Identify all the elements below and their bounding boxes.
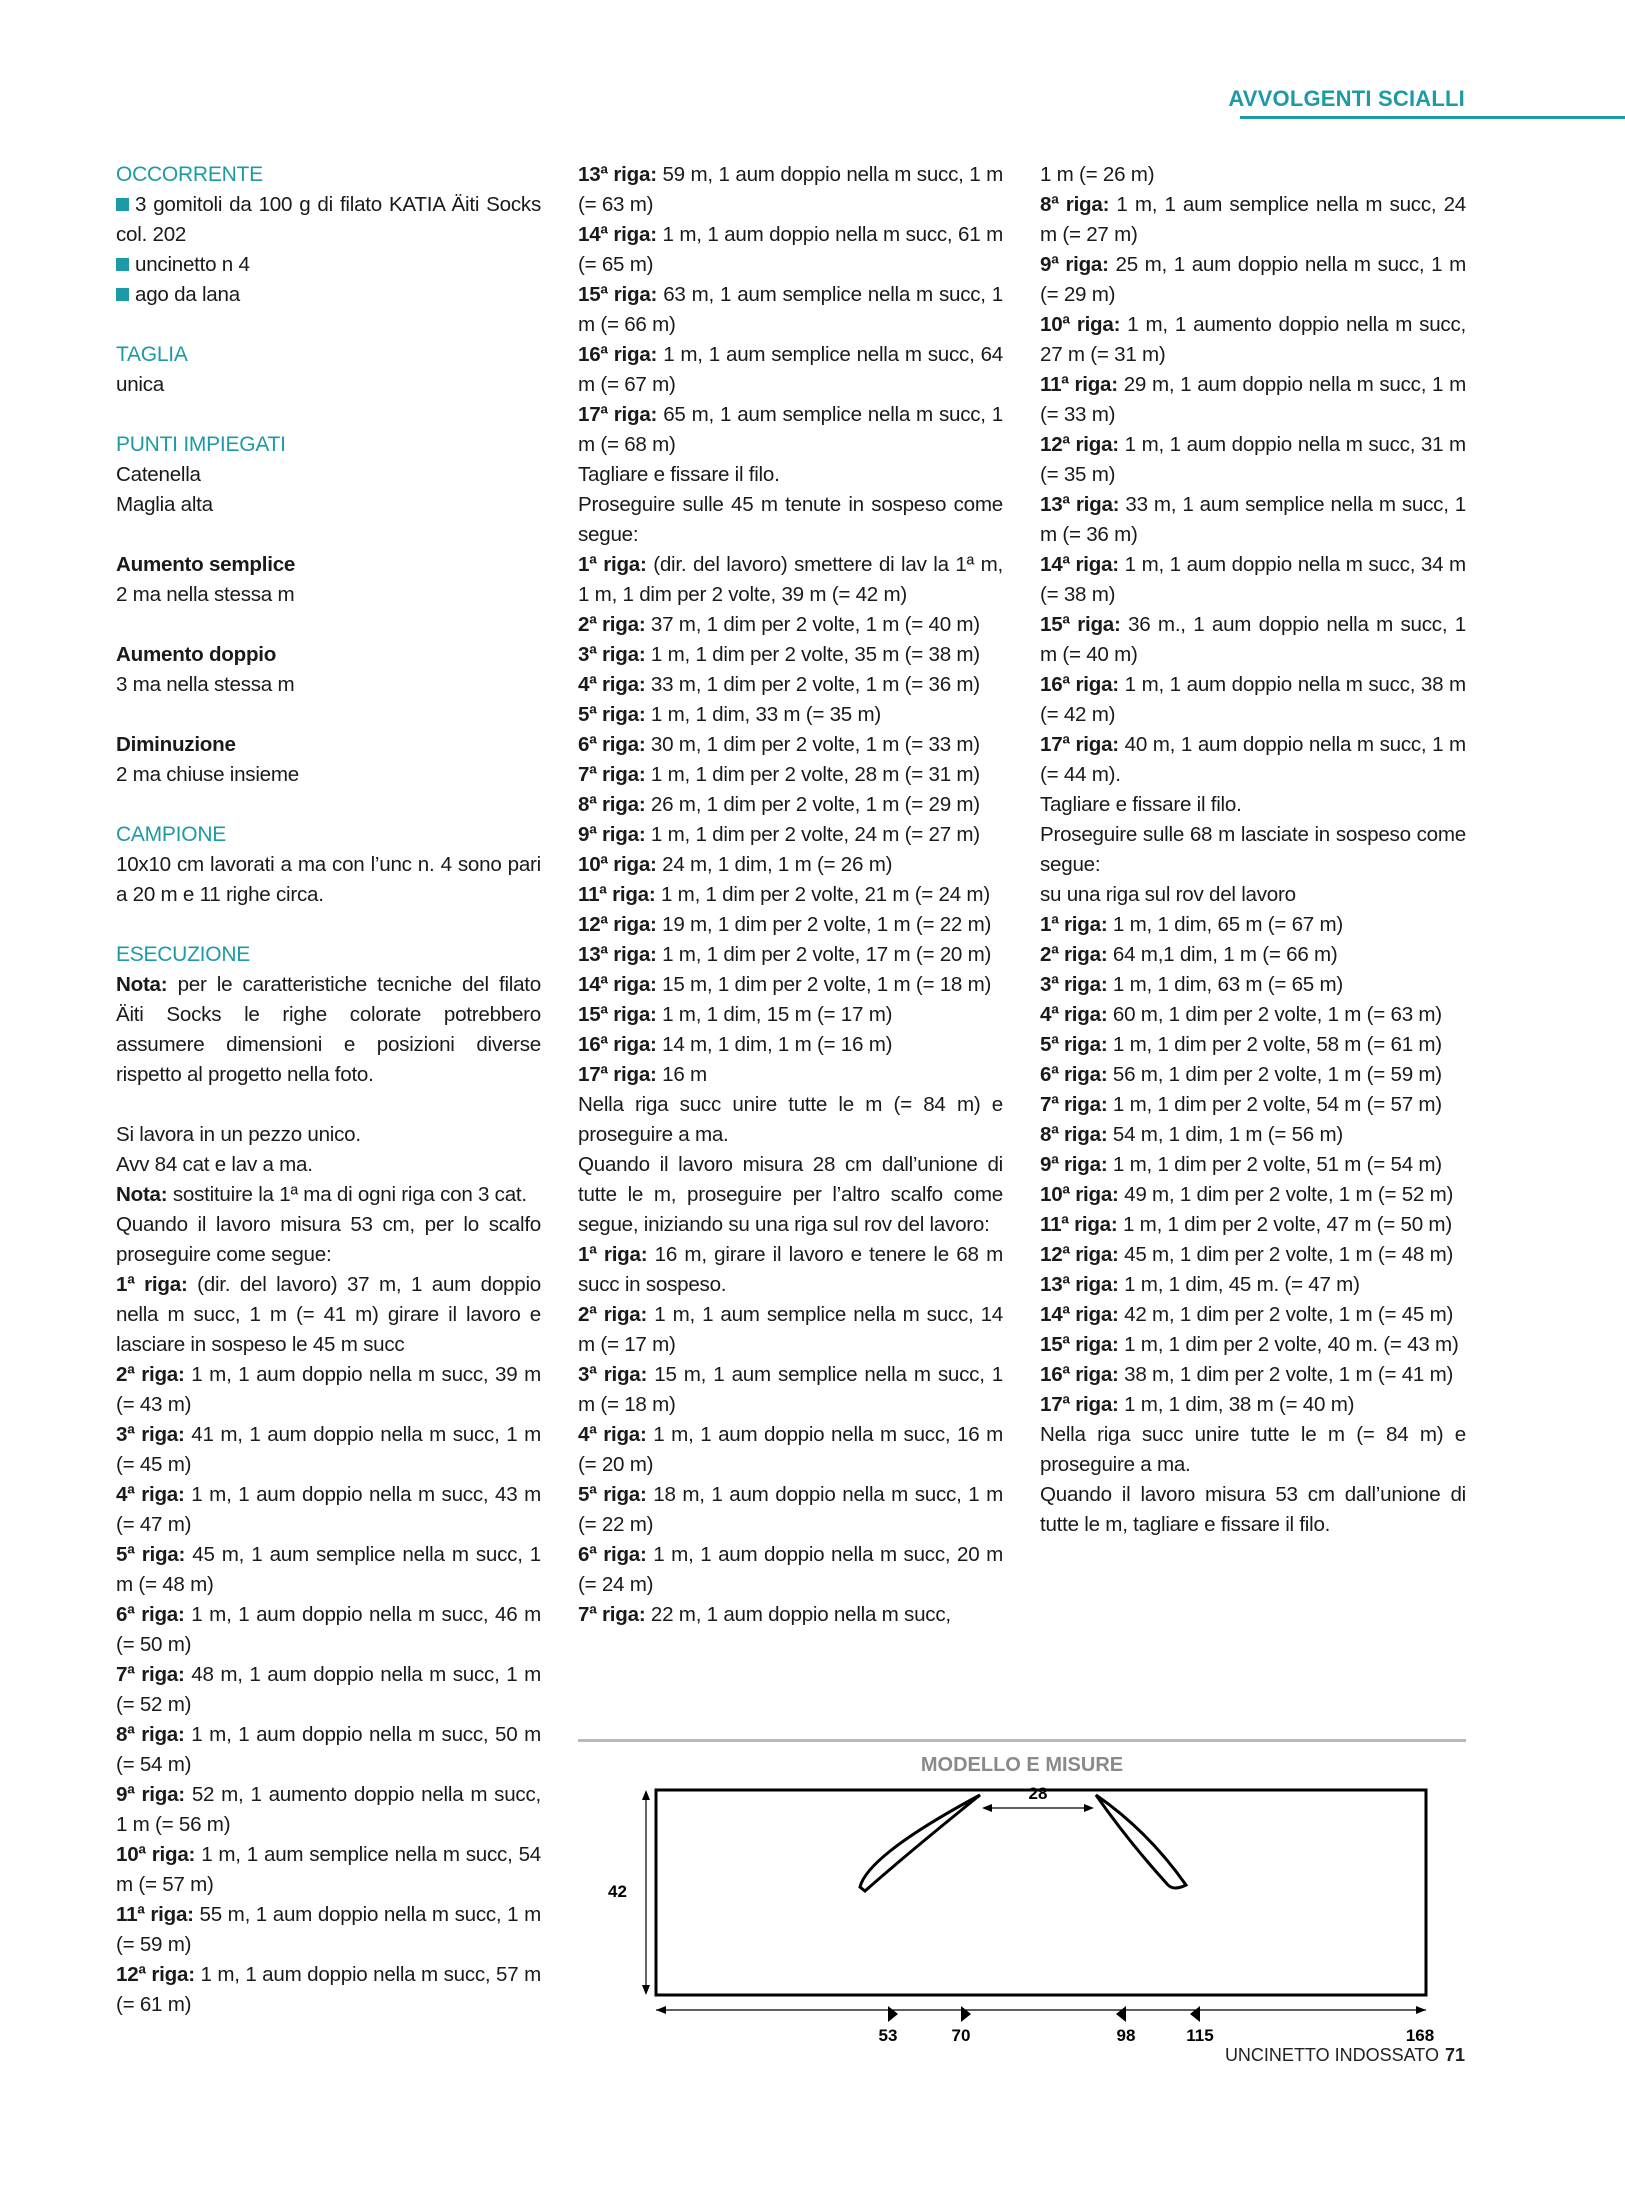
row-label: 15ª riga: xyxy=(578,1003,657,1026)
row-text: 24 m, 1 dim, 1 m (= 26 m) xyxy=(662,853,893,876)
row-text: 63 m, 1 aum semplice nella m succ, 1 m (= 66 m) xyxy=(578,283,1003,336)
armhole-right-shape xyxy=(1096,1795,1186,1888)
row-text: 1 m, 1 aum doppio nella m succ, 61 m (= 65 m) xyxy=(578,223,1003,276)
row-text: 1 m, 1 aum doppio nella m succ, 46 m (= 50 m) xyxy=(116,1603,541,1656)
row-label: 13ª riga: xyxy=(1040,1273,1119,1296)
row-list xyxy=(578,550,1003,1090)
instruction-row xyxy=(1040,490,1466,550)
row-label: 2ª riga: xyxy=(578,613,646,636)
row-text: 41 m, 1 aum doppio nella m succ, 1 m (= 45 m) xyxy=(116,1423,541,1476)
instruction-row xyxy=(578,1540,1003,1600)
row-list xyxy=(116,1270,541,2020)
stitch-desc: 2 ma chiuse insieme xyxy=(116,763,299,786)
bullet-square-icon xyxy=(116,258,129,271)
row-label: 3ª riga: xyxy=(578,1363,648,1386)
mark-label: 168 xyxy=(1405,2026,1435,2045)
mark-115-arrow-icon xyxy=(1190,2006,1200,2022)
row-text: 45 m, 1 aum semplice nella m succ, 1 m (= 48 m) xyxy=(116,1543,541,1596)
row-label: 9ª riga: xyxy=(1040,1153,1108,1176)
row-text: 1 m, 1 aum doppio nella m succ, 34 m (= 38 m) xyxy=(1040,553,1466,606)
paragraph: Quando il lavoro misura 53 cm dall’unione di tutte le m, tagliare e fissare il filo. xyxy=(1040,1483,1466,1536)
paragraph: Avv 84 cat e lav a ma. xyxy=(116,1153,313,1176)
row-label: 14ª riga: xyxy=(1040,553,1119,576)
instruction-row xyxy=(578,1300,1003,1360)
column-3 xyxy=(1040,160,1466,1540)
row-list xyxy=(1040,190,1466,790)
instruction-row xyxy=(116,1270,541,1360)
row-text: 1 m, 1 aum semplice nella m succ, 64 m (= 67 m) xyxy=(578,343,1003,396)
row-text: 1 m, 1 aum semplice nella m succ, 24 m (= 27 m) xyxy=(1040,193,1466,246)
shawl-outline xyxy=(656,1790,1426,1995)
instruction-row xyxy=(1040,970,1466,1000)
instruction-row xyxy=(578,280,1003,340)
row-text: 16 m, girare il lavoro e tenere le 68 m succ in sospeso. xyxy=(578,1243,1003,1296)
row-label: 8ª riga: xyxy=(1040,193,1110,216)
paragraph: 1 m (= 26 m) xyxy=(1040,163,1155,186)
instruction-row xyxy=(578,340,1003,400)
row-text: 33 m, 1 aum semplice nella m succ, 1 m (= 36 m) xyxy=(1040,493,1466,546)
row-label: 7ª riga: xyxy=(578,763,646,786)
row-text: 1 m, 1 aum doppio nella m succ, 50 m (= 54 m) xyxy=(116,1723,541,1776)
row-label: 17ª riga: xyxy=(578,403,658,426)
row-text: 38 m, 1 dim per 2 volte, 1 m (= 41 m) xyxy=(1124,1363,1454,1386)
section-title: AVVOLGENTI SCIALLI xyxy=(1228,86,1465,111)
row-label: 7ª riga: xyxy=(116,1663,185,1686)
instruction-row xyxy=(578,970,1003,1000)
instruction-row xyxy=(116,1660,541,1720)
row-label: 5ª riga: xyxy=(116,1543,186,1566)
row-text: 22 m, 1 aum doppio nella m succ, xyxy=(650,1603,951,1626)
row-label: 16ª riga: xyxy=(1040,673,1119,696)
row-text: 25 m, 1 aum doppio nella m succ, 1 m (= 29 m) xyxy=(1040,253,1466,306)
paragraph: su una riga sul rov del lavoro xyxy=(1040,883,1296,906)
schema-diagram xyxy=(578,1735,1466,2045)
instruction-row xyxy=(1040,1150,1466,1180)
mark-53-arrow-icon xyxy=(888,2006,898,2022)
instruction-row xyxy=(1040,730,1466,790)
row-label: 6ª riga: xyxy=(116,1603,185,1626)
row-label: 15ª riga: xyxy=(1040,613,1121,636)
row-text: 1 m, 1 aum doppio nella m succ, 57 m (= 61 m) xyxy=(116,1963,541,2016)
row-list xyxy=(578,160,1003,460)
stitch-title: Diminuzione xyxy=(116,733,236,756)
row-label: 8ª riga: xyxy=(116,1723,185,1746)
row-text: 60 m, 1 dim per 2 volte, 1 m (= 63 m) xyxy=(1112,1003,1442,1026)
instruction-row xyxy=(1040,1330,1466,1360)
row-text: 36 m., 1 aum doppio nella m succ, 1 m (= 40 m) xyxy=(1040,613,1466,666)
row-text: 1 m, 1 dim, 45 m. (= 47 m) xyxy=(1124,1273,1360,1296)
instruction-row xyxy=(1040,1240,1466,1270)
arrow-left-icon xyxy=(656,2006,666,2014)
row-text: 54 m, 1 dim, 1 m (= 56 m) xyxy=(1112,1123,1343,1146)
row-text: (dir. del lavoro) 37 m, 1 aum doppio nella m succ, 1 m (= 41 m) girare il lavoro e lasciare in sospeso le 45 m succ xyxy=(116,1273,541,1356)
row-label: 7ª riga: xyxy=(1040,1093,1108,1116)
row-text: 56 m, 1 dim per 2 volte, 1 m (= 59 m) xyxy=(1112,1063,1442,1086)
heading-occorrente: OCCORRENTE xyxy=(116,163,263,186)
instruction-row xyxy=(1040,1060,1466,1090)
row-label: 3ª riga: xyxy=(1040,973,1108,996)
row-label: 6ª riga: xyxy=(578,1543,647,1566)
instruction-row xyxy=(1040,1360,1466,1390)
taglia-value: unica xyxy=(116,373,164,396)
row-list xyxy=(578,1240,1003,1630)
row-text: 16 m xyxy=(662,1063,707,1086)
row-label: 5ª riga: xyxy=(578,703,646,726)
instruction-row xyxy=(1040,1300,1466,1330)
row-label: 17ª riga: xyxy=(1040,1393,1119,1416)
row-text: 14 m, 1 dim, 1 m (= 16 m) xyxy=(662,1033,893,1056)
paragraph: Quando il lavoro misura 28 cm dall’unione di tutte le m, proseguire per l’altro scalfo come segue, iniziando su una riga sul rov del lavoro: xyxy=(578,1153,1003,1236)
row-text: 64 m,1 dim, 1 m (= 66 m) xyxy=(1112,943,1338,966)
row-text: 48 m, 1 aum doppio nella m succ, 1 m (= 52 m) xyxy=(116,1663,541,1716)
arrow-left-icon xyxy=(982,1804,992,1812)
row-label: 4ª riga: xyxy=(578,1423,647,1446)
stitch-desc: 3 ma nella stessa m xyxy=(116,673,295,696)
instruction-row xyxy=(116,1720,541,1780)
instruction-row xyxy=(1040,190,1466,250)
row-text: 1 m, 1 aum semplice nella m succ, 14 m (= 17 m) xyxy=(578,1303,1003,1356)
diagram-title: MODELLO E MISURE xyxy=(920,1754,1124,1776)
row-text: 1 m, 1 aum doppio nella m succ, 20 m (= 24 m) xyxy=(578,1543,1003,1596)
mark-label: 98 xyxy=(1116,2026,1136,2045)
instruction-row xyxy=(1040,1180,1466,1210)
row-label: 15ª riga: xyxy=(578,283,658,306)
row-label: 16ª riga: xyxy=(1040,1363,1119,1386)
instruction-row xyxy=(578,880,1003,910)
magazine-name: UNCINETTO INDOSSATO xyxy=(1224,2045,1439,2065)
heading-campione: CAMPIONE xyxy=(116,823,227,846)
row-label: 9ª riga: xyxy=(116,1783,185,1806)
row-text: 1 m, 1 aum doppio nella m succ, 16 m (= 20 m) xyxy=(578,1423,1003,1476)
heading-esecuzione: ESECUZIONE xyxy=(116,943,251,966)
row-list xyxy=(1040,910,1466,1420)
instruction-row xyxy=(578,1480,1003,1540)
row-text: (dir. del lavoro) smettere di lav la 1ª m, 1 m, 1 dim per 2 volte, 39 m (= 42 m) xyxy=(578,553,1003,606)
row-label: 15ª riga: xyxy=(1040,1333,1119,1356)
row-text: 1 m, 1 dim per 2 volte, 28 m (= 31 m) xyxy=(650,763,980,786)
row-text: 37 m, 1 dim per 2 volte, 1 m (= 40 m) xyxy=(650,613,980,636)
row-label: 1ª riga: xyxy=(116,1273,188,1296)
mark-98-arrow-icon xyxy=(1116,2006,1126,2022)
arrow-right-icon xyxy=(1084,1804,1094,1812)
mark-70-arrow-icon xyxy=(961,2006,971,2022)
row-label: 10ª riga: xyxy=(116,1843,196,1866)
instruction-row xyxy=(1040,550,1466,610)
row-label: 2ª riga: xyxy=(116,1363,185,1386)
armhole-label: 28 xyxy=(1028,1784,1048,1803)
instruction-row xyxy=(116,1900,541,1960)
instruction-row xyxy=(578,1060,1003,1090)
row-label: 7ª riga: xyxy=(578,1603,646,1626)
stitch-title: Aumento doppio xyxy=(116,643,277,666)
row-text: 1 m, 1 dim, 33 m (= 35 m) xyxy=(650,703,881,726)
instruction-row xyxy=(578,550,1003,610)
instruction-row xyxy=(1040,610,1466,670)
instruction-row xyxy=(116,1780,541,1840)
row-label: 4ª riga: xyxy=(578,673,646,696)
instruction-row xyxy=(1040,940,1466,970)
material-item: 3 gomitoli da 100 g di filato KATIA Äiti Socks col. 202 xyxy=(116,193,541,246)
instruction-row xyxy=(1040,1090,1466,1120)
row-text: 45 m, 1 dim per 2 volte, 1 m (= 48 m) xyxy=(1124,1243,1454,1266)
mark-label: 70 xyxy=(951,2026,971,2045)
row-text: 19 m, 1 dim per 2 volte, 1 m (= 22 m) xyxy=(662,913,992,936)
instruction-row xyxy=(578,700,1003,730)
instruction-row xyxy=(578,760,1003,790)
paragraph: Tagliare e fissare il filo. xyxy=(578,463,780,486)
row-text: 18 m, 1 aum doppio nella m succ, 1 m (= 22 m) xyxy=(578,1483,1003,1536)
note-paragraph: Nota: per le caratteristiche tecniche del filato Äiti Socks le righe colorate potrebbero assumere dimensioni e posizioni diverse rispetto al progetto nella foto. xyxy=(116,973,541,1086)
paragraph: Proseguire sulle 68 m lasciate in sospeso come segue: xyxy=(1040,823,1466,876)
row-text: 1 m, 1 dim per 2 volte, 17 m (= 20 m) xyxy=(662,943,992,966)
row-label: 11ª riga: xyxy=(1040,373,1118,396)
row-text: 1 m, 1 dim, 38 m (= 40 m) xyxy=(1124,1393,1355,1416)
row-label: 1ª riga: xyxy=(578,1243,648,1266)
note-paragraph: Nota: sostituire la 1ª ma di ogni riga con 3 cat. xyxy=(116,1183,527,1206)
row-text: 1 m, 1 dim per 2 volte, 51 m (= 54 m) xyxy=(1112,1153,1442,1176)
page-number: 71 xyxy=(1444,2045,1465,2065)
instruction-row xyxy=(1040,910,1466,940)
row-label: 11ª riga: xyxy=(116,1903,194,1926)
instruction-row xyxy=(116,1840,541,1900)
row-text: 15 m, 1 dim per 2 volte, 1 m (= 18 m) xyxy=(662,973,992,996)
instruction-row xyxy=(578,1240,1003,1300)
row-text: 52 m, 1 aumento doppio nella m succ, 1 m (= 56 m) xyxy=(116,1783,541,1836)
row-label: 14ª riga: xyxy=(578,223,657,246)
instruction-row xyxy=(578,1000,1003,1030)
instruction-row xyxy=(1040,1000,1466,1030)
row-label: 17ª riga: xyxy=(1040,733,1119,756)
row-label: 10ª riga: xyxy=(578,853,657,876)
instruction-row xyxy=(116,1360,541,1420)
row-text: 1 m, 1 dim, 63 m (= 65 m) xyxy=(1112,973,1343,996)
instruction-row xyxy=(578,640,1003,670)
paragraph: Proseguire sulle 45 m tenute in sospeso come segue: xyxy=(578,493,1003,546)
paragraph: Tagliare e fissare il filo. xyxy=(1040,793,1242,816)
row-label: 8ª riga: xyxy=(578,793,646,816)
row-label: 16ª riga: xyxy=(578,1033,657,1056)
row-label: 6ª riga: xyxy=(578,733,646,756)
arrow-up-icon xyxy=(642,1790,650,1800)
row-label: 9ª riga: xyxy=(1040,253,1109,276)
instruction-row xyxy=(578,790,1003,820)
row-text: 1 m, 1 dim per 2 volte, 35 m (= 38 m) xyxy=(650,643,980,666)
row-label: 2ª riga: xyxy=(578,1303,648,1326)
row-label: 10ª riga: xyxy=(1040,1183,1119,1206)
stitch-item: Maglia alta xyxy=(116,493,213,516)
instruction-row xyxy=(1040,1120,1466,1150)
row-text: 1 m, 1 dim per 2 volte, 58 m (= 61 m) xyxy=(1112,1033,1442,1056)
material-item: uncinetto n 4 xyxy=(116,250,541,280)
row-label: 3ª riga: xyxy=(116,1423,185,1446)
row-label: 11ª riga: xyxy=(1040,1213,1118,1236)
row-text: 30 m, 1 dim per 2 volte, 1 m (= 33 m) xyxy=(650,733,980,756)
row-text: 1 m, 1 aum doppio nella m succ, 43 m (= 47 m) xyxy=(116,1483,541,1536)
row-text: 15 m, 1 aum semplice nella m succ, 1 m (= 18 m) xyxy=(578,1363,1003,1416)
instruction-row xyxy=(116,1600,541,1660)
row-text: 1 m, 1 dim per 2 volte, 21 m (= 24 m) xyxy=(660,883,990,906)
instruction-row xyxy=(578,910,1003,940)
mark-label: 115 xyxy=(1186,2026,1214,2045)
instruction-row xyxy=(1040,1030,1466,1060)
paragraph: Nella riga succ unire tutte le m (= 84 m) e proseguire a ma. xyxy=(578,1093,1003,1146)
stitch-desc: 2 ma nella stessa m xyxy=(116,583,295,606)
instruction-row xyxy=(578,400,1003,460)
height-label: 42 xyxy=(608,1882,627,1901)
row-label: 8ª riga: xyxy=(1040,1123,1108,1146)
paragraph: Quando il lavoro misura 53 cm, per lo scalfo proseguire come segue: xyxy=(116,1213,541,1266)
row-label: 12ª riga: xyxy=(578,913,657,936)
instruction-row xyxy=(578,940,1003,970)
row-text: 1 m, 1 aum semplice nella m succ, 54 m (= 57 m) xyxy=(116,1843,541,1896)
material-item: ago da lana xyxy=(116,280,541,310)
instruction-row xyxy=(1040,370,1466,430)
instruction-row xyxy=(578,1420,1003,1480)
arrow-right-icon xyxy=(1416,2006,1426,2014)
row-text: 1 m, 1 dim, 15 m (= 17 m) xyxy=(662,1003,893,1026)
stitch-title: Aumento semplice xyxy=(116,553,296,576)
row-label: 4ª riga: xyxy=(116,1483,185,1506)
campione-text: 10x10 cm lavorati a ma con l’unc n. 4 sono pari a 20 m e 11 righe circa. xyxy=(116,853,541,906)
row-label: 11ª riga: xyxy=(578,883,656,906)
instruction-row xyxy=(578,610,1003,640)
row-label: 12ª riga: xyxy=(1040,433,1119,456)
row-label: 1ª riga: xyxy=(1040,913,1108,936)
instruction-row xyxy=(578,1030,1003,1060)
row-text: 1 m, 1 dim per 2 volte, 40 m. (= 43 m) xyxy=(1124,1333,1459,1356)
instruction-row xyxy=(1040,250,1466,310)
instruction-row xyxy=(1040,1390,1466,1420)
instruction-row xyxy=(578,1600,1003,1630)
row-label: 12ª riga: xyxy=(1040,1243,1119,1266)
instruction-row xyxy=(1040,430,1466,490)
row-label: 17ª riga: xyxy=(578,1063,657,1086)
row-label: 13ª riga: xyxy=(578,163,657,186)
bullet-square-icon xyxy=(116,288,129,301)
arrow-down-icon xyxy=(642,1985,650,1995)
row-text: 42 m, 1 dim per 2 volte, 1 m (= 45 m) xyxy=(1124,1303,1454,1326)
row-label: 13ª riga: xyxy=(578,943,657,966)
instruction-row xyxy=(578,670,1003,700)
column-2 xyxy=(578,160,1003,1630)
row-text: 1 m, 1 dim per 2 volte, 24 m (= 27 m) xyxy=(650,823,980,846)
row-label: 4ª riga: xyxy=(1040,1003,1108,1026)
row-label: 13ª riga: xyxy=(1040,493,1120,516)
row-label: 5ª riga: xyxy=(1040,1033,1108,1056)
heading-taglia: TAGLIA xyxy=(116,343,188,366)
instruction-row xyxy=(116,1960,541,2020)
row-label: 14ª riga: xyxy=(578,973,657,996)
row-label: 12ª riga: xyxy=(116,1963,195,1986)
paragraph: Si lavora in un pezzo unico. xyxy=(116,1123,361,1146)
row-label: 2ª riga: xyxy=(1040,943,1108,966)
heading-punti: PUNTI IMPIEGATI xyxy=(116,433,286,456)
row-text: 33 m, 1 dim per 2 volte, 1 m (= 36 m) xyxy=(650,673,980,696)
row-text: 26 m, 1 dim per 2 volte, 1 m (= 29 m) xyxy=(650,793,980,816)
row-text: 59 m, 1 aum doppio nella m succ, 1 m (= 63 m) xyxy=(578,163,1003,216)
instruction-row xyxy=(1040,1210,1466,1240)
instruction-row xyxy=(116,1540,541,1600)
row-text: 1 m, 1 aumento doppio nella m succ, 27 m (= 31 m) xyxy=(1040,313,1466,366)
row-label: 3ª riga: xyxy=(578,643,646,666)
row-label: 10ª riga: xyxy=(1040,313,1121,336)
instruction-row xyxy=(578,850,1003,880)
row-label: 16ª riga: xyxy=(578,343,658,366)
armhole-left-shape xyxy=(860,1795,980,1891)
row-text: 1 m, 1 aum doppio nella m succ, 31 m (= 35 m) xyxy=(1040,433,1466,486)
row-text: 1 m, 1 aum doppio nella m succ, 39 m (= 43 m) xyxy=(116,1363,541,1416)
instruction-row xyxy=(1040,1270,1466,1300)
stitch-item: Catenella xyxy=(116,463,201,486)
row-text: 49 m, 1 dim per 2 volte, 1 m (= 52 m) xyxy=(1124,1183,1454,1206)
row-text: 40 m, 1 aum doppio nella m succ, 1 m (= 44 m). xyxy=(1040,733,1466,786)
instruction-row xyxy=(578,220,1003,280)
mark-label: 53 xyxy=(878,2026,898,2045)
instruction-row xyxy=(578,160,1003,220)
column-1 xyxy=(116,160,541,2020)
row-label: 5ª riga: xyxy=(578,1483,647,1506)
row-text: 1 m, 1 aum doppio nella m succ, 38 m (= 42 m) xyxy=(1040,673,1466,726)
row-label: 6ª riga: xyxy=(1040,1063,1108,1086)
header-rule xyxy=(1240,116,1625,119)
row-text: 29 m, 1 aum doppio nella m succ, 1 m (= 33 m) xyxy=(1040,373,1466,426)
instruction-row xyxy=(116,1480,541,1540)
instruction-row xyxy=(116,1420,541,1480)
paragraph: Nella riga succ unire tutte le m (= 84 m) e proseguire a ma. xyxy=(1040,1423,1466,1476)
instruction-row xyxy=(578,730,1003,760)
instruction-row xyxy=(578,820,1003,850)
row-label: 1ª riga: xyxy=(578,553,647,576)
row-text: 1 m, 1 dim per 2 volte, 47 m (= 50 m) xyxy=(1122,1213,1452,1236)
row-text: 65 m, 1 aum semplice nella m succ, 1 m (= 68 m) xyxy=(578,403,1003,456)
instruction-row xyxy=(1040,310,1466,370)
page-footer xyxy=(1225,2045,1465,2066)
instruction-row xyxy=(1040,670,1466,730)
row-label: 14ª riga: xyxy=(1040,1303,1119,1326)
bullet-square-icon xyxy=(116,198,129,211)
row-label: 9ª riga: xyxy=(578,823,646,846)
row-text: 1 m, 1 dim per 2 volte, 54 m (= 57 m) xyxy=(1112,1093,1442,1116)
row-text: 1 m, 1 dim, 65 m (= 67 m) xyxy=(1112,913,1343,936)
instruction-row xyxy=(578,1360,1003,1420)
row-text: 55 m, 1 aum doppio nella m succ, 1 m (= 59 m) xyxy=(116,1903,541,1956)
